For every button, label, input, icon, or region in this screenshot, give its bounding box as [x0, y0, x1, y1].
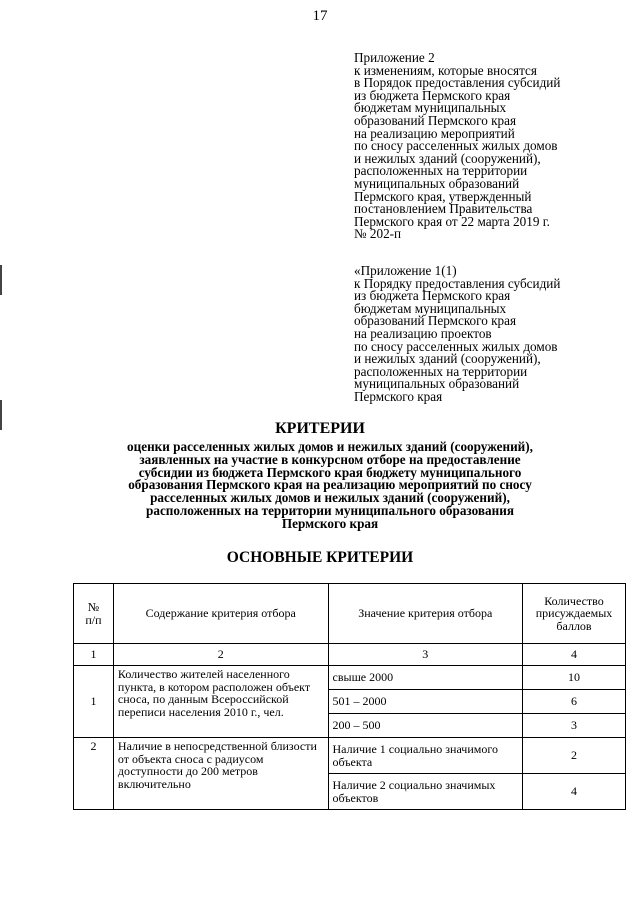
criterion-value: Наличие 1 социально значимого объекта — [328, 738, 523, 774]
appendix-quote-line: из бюджета Пермского края — [354, 288, 511, 304]
table-index-row — [74, 644, 626, 666]
index-cell: 2 — [113, 644, 328, 666]
appendix-quote-line: на реализацию проектов — [354, 325, 492, 341]
header-value: Значение критерия отбора — [328, 584, 523, 644]
criterion-num: 1 — [74, 666, 114, 738]
appendix-line: из бюджета Пермского края — [354, 87, 511, 103]
subtitle-line: оценки расселенных жилых домов и нежилых зданий (сооружений), — [127, 439, 533, 454]
section-title: ОСНОВНЫЕ КРИТЕРИИ — [226, 549, 414, 566]
criterion-points: 6 — [523, 690, 626, 714]
appendix-line: муниципальных образований — [354, 175, 520, 191]
subtitle-line: заявленных на участие в конкурсном отборе на предоставление — [139, 451, 521, 467]
appendix-quote-line: к Порядку предоставления субсидий — [354, 275, 561, 291]
criterion-value: свыше 2000 — [328, 666, 523, 690]
appendix-line: Приложение 2 — [354, 50, 435, 65]
appendix-quote-line: и нежилых зданий (сооружений), — [354, 351, 541, 367]
criterion-points: 3 — [523, 714, 626, 738]
table-row — [74, 666, 626, 690]
document-subtitle — [70, 441, 590, 531]
index-cell: 1 — [74, 644, 114, 666]
page-number: 17 — [312, 8, 328, 24]
appendix-quote — [354, 265, 640, 404]
appendix-line: к изменениям, которые вносятся — [354, 62, 537, 78]
appendix-line: № 202-п — [354, 226, 402, 242]
subtitle-line: расселенных жилых домов и нежилых зданий (сооружений), — [150, 490, 510, 506]
criterion-points: 10 — [523, 666, 626, 690]
appendix-line: расположенных на территории — [354, 163, 528, 179]
appendix-line: бюджетам муниципальных — [354, 100, 507, 116]
subtitle-line: субсидии из бюджета Пермского края бюджету муниципального — [138, 464, 522, 480]
criteria-table — [73, 583, 626, 810]
appendix-line: по сносу расселенных жилых домов — [354, 138, 558, 154]
scan-edge-mark — [0, 400, 2, 430]
subtitle-line: Пермского края — [281, 515, 379, 531]
table-row — [74, 738, 626, 774]
subtitle-line: образования Пермского края на реализацию мероприятий по сносу — [128, 477, 532, 493]
appendix-quote-line: муниципальных образований — [354, 376, 520, 392]
appendix-quote-line: образований Пермского края — [354, 313, 517, 329]
header-points: Количество присуждаемых баллов — [523, 584, 626, 644]
index-cell: 3 — [328, 644, 523, 666]
appendix-quote-line: бюджетам муниципальных — [354, 300, 507, 316]
table-header-row — [74, 584, 626, 644]
appendix-line: Пермского края от 22 марта 2019 г. — [354, 213, 550, 229]
appendix-quote-line: по сносу расселенных жилых домов — [354, 338, 558, 354]
appendix-line: образований Пермского края — [354, 112, 517, 128]
criterion-points: 2 — [523, 738, 626, 774]
criterion-content: Количество жителей населенного пункта, в котором расположен объект сноса, по данным Всероссийской переписи населения 2010 г., чел. — [113, 666, 328, 738]
criterion-value: Наличие 2 социально значимых объектов — [328, 774, 523, 810]
header-num: № п/п — [74, 584, 114, 644]
appendix-line: постановлением Правительства — [354, 201, 533, 217]
appendix-line: Пермского края, утвержденный — [354, 188, 532, 204]
appendix-line: в Порядок предоставления субсидий — [354, 75, 561, 91]
appendix-header — [354, 52, 640, 241]
criterion-value: 200 – 500 — [328, 714, 523, 738]
appendix-line: и нежилых зданий (сооружений), — [354, 150, 541, 166]
subtitle-line: расположенных на территории муниципального образования — [146, 502, 514, 518]
appendix-quote-line: расположенных на территории — [354, 363, 528, 379]
scan-edge-mark — [0, 265, 2, 295]
criterion-content: Наличие в непосредственной близости от объекта сноса с радиусом доступности до 200 метров включительно — [113, 738, 328, 810]
appendix-line: на реализацию мероприятий — [354, 125, 515, 141]
appendix-quote-line: «Приложение 1(1) — [354, 263, 457, 278]
header-content: Содержание критерия отбора — [113, 584, 328, 644]
index-cell: 4 — [523, 644, 626, 666]
appendix-quote-line: Пермского края — [354, 388, 443, 404]
criterion-points: 4 — [523, 774, 626, 810]
document-title: КРИТЕРИИ — [275, 420, 365, 437]
criterion-value: 501 – 2000 — [328, 690, 523, 714]
criterion-num: 2 — [74, 738, 114, 810]
